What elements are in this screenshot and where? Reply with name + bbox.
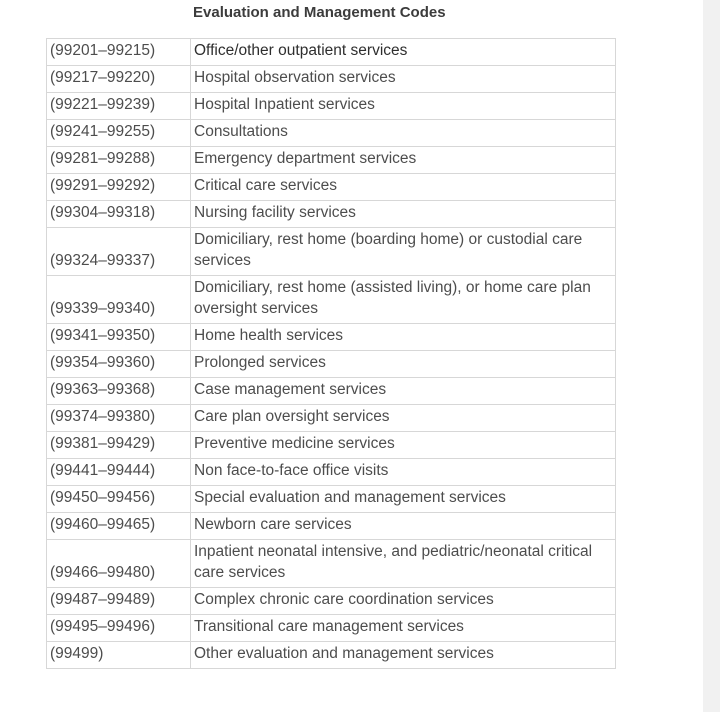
service-description-cell: Other evaluation and management services <box>191 642 616 669</box>
table-row <box>47 405 616 432</box>
service-description-cell: Newborn care services <box>191 513 616 540</box>
code-range-cell: (99460–99465) <box>47 513 191 540</box>
table-row <box>47 378 616 405</box>
code-range-cell: (99324–99337) <box>47 228 191 276</box>
table-row <box>47 588 616 615</box>
service-description-cell: Case management services <box>191 378 616 405</box>
table-row <box>47 513 616 540</box>
table-row <box>47 351 616 378</box>
code-range-cell: (99201–99215) <box>47 39 191 66</box>
table-row <box>47 228 616 276</box>
service-description-cell: Nursing facility services <box>191 201 616 228</box>
code-range-cell: (99374–99380) <box>47 405 191 432</box>
table-row <box>47 642 616 669</box>
service-description-cell: Consultations <box>191 120 616 147</box>
table-row <box>47 39 616 66</box>
service-description-cell: Transitional care management services <box>191 615 616 642</box>
code-range-cell: (99217–99220) <box>47 66 191 93</box>
service-description-cell: Critical care services <box>191 174 616 201</box>
code-range-cell: (99466–99480) <box>47 540 191 588</box>
code-range-cell: (99487–99489) <box>47 588 191 615</box>
codes-table-body <box>47 39 616 669</box>
table-row <box>47 324 616 351</box>
table-row <box>47 201 616 228</box>
table-row <box>47 615 616 642</box>
table-row <box>47 432 616 459</box>
code-range-cell: (99499) <box>47 642 191 669</box>
service-description-cell: Prolonged services <box>191 351 616 378</box>
table-row <box>47 66 616 93</box>
service-description-cell: Home health services <box>191 324 616 351</box>
table-row <box>47 120 616 147</box>
code-range-cell: (99291–99292) <box>47 174 191 201</box>
service-description-cell: Complex chronic care coordination services <box>191 588 616 615</box>
code-range-cell: (99281–99288) <box>47 147 191 174</box>
service-description-cell: Hospital observation services <box>191 66 616 93</box>
service-description-cell: Inpatient neonatal intensive, and pediatric/neonatal critical care services <box>191 540 616 588</box>
codes-table <box>46 38 616 669</box>
table-row <box>47 93 616 120</box>
code-range-cell: (99381–99429) <box>47 432 191 459</box>
table-row <box>47 147 616 174</box>
page-edge-margin <box>703 0 720 712</box>
code-range-cell: (99341–99350) <box>47 324 191 351</box>
service-description-cell: Special evaluation and management services <box>191 486 616 513</box>
service-description-cell: Hospital Inpatient services <box>191 93 616 120</box>
code-range-cell: (99339–99340) <box>47 276 191 324</box>
table-row <box>47 459 616 486</box>
service-description-cell: Office/other outpatient services <box>191 39 616 66</box>
table-row <box>47 276 616 324</box>
code-range-cell: (99495–99496) <box>47 615 191 642</box>
table-row <box>47 540 616 588</box>
code-range-cell: (99363–99368) <box>47 378 191 405</box>
service-description-cell: Preventive medicine services <box>191 432 616 459</box>
table-row <box>47 486 616 513</box>
service-description-cell: Emergency department services <box>191 147 616 174</box>
service-description-cell: Domiciliary, rest home (boarding home) or custodial care services <box>191 228 616 276</box>
code-range-cell: (99450–99456) <box>47 486 191 513</box>
code-range-cell: (99221–99239) <box>47 93 191 120</box>
document-title: Evaluation and Management Codes <box>193 4 446 21</box>
service-description-cell: Care plan oversight services <box>191 405 616 432</box>
table-row <box>47 174 616 201</box>
code-range-cell: (99304–99318) <box>47 201 191 228</box>
code-range-cell: (99441–99444) <box>47 459 191 486</box>
code-range-cell: (99241–99255) <box>47 120 191 147</box>
service-description-cell: Domiciliary, rest home (assisted living), or home care plan oversight services <box>191 276 616 324</box>
service-description-cell: Non face-to-face office visits <box>191 459 616 486</box>
code-range-cell: (99354–99360) <box>47 351 191 378</box>
